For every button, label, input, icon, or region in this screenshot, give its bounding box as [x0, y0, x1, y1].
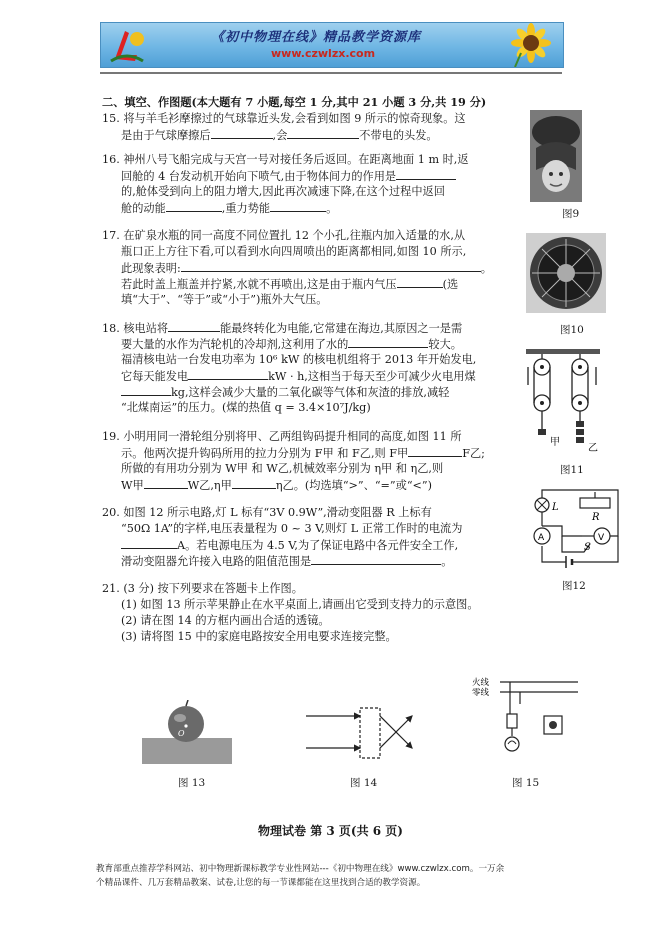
q21-line1: 21. (3 分) 按下列要求在答题卡上作图。 — [102, 582, 303, 595]
q19-line2: 示。他两次提升钩码所用的拉力分别为 F甲 和 F乙,则 F甲 F乙; — [121, 447, 485, 460]
figure-11-label-jia: 甲 — [550, 437, 560, 448]
q20-line3: A。若电源电压为 4.5 V,为了保证电路中各元件安全工作, — [121, 538, 458, 553]
q20-line1: 20. 如图 12 所示电路,灯 L 标有“3V 0.9W”,滑动变阻器 R 上标有 — [102, 506, 432, 519]
figure-12-ammeter: A — [538, 533, 545, 543]
figure-11-pulleys — [522, 345, 604, 457]
figure-13-caption: 图 13 — [178, 777, 206, 789]
q21-line4: (3) 请将图 15 中的家庭电路按安全用电要求连接完整。 — [121, 630, 397, 643]
header-rule — [100, 72, 562, 74]
figure-12-circuit — [522, 482, 630, 574]
header-banner — [100, 22, 564, 68]
q17-line4: 若此时盖上瓶盖并拧紧,水就不再喷出,这是由于瓶内气压 (选 — [121, 278, 459, 291]
figure-10-photo — [526, 233, 606, 313]
figure-15-label-neutral: 零线 — [472, 688, 490, 698]
figure-12-label-R: R — [592, 512, 600, 523]
figure-12-label-S: S — [584, 542, 591, 553]
q18-line2: 要大量的水作为汽轮机的冷却剂,这利用了水的 较大。 — [121, 338, 462, 351]
figure-13-label-O: O — [178, 729, 185, 738]
figure-12-caption: 图12 — [562, 580, 586, 592]
q18-line1: 18. 核电站将 能最终转化为电能,它常建在海边,其原因之一是需 — [102, 322, 463, 335]
banner-url[interactable]: www.czwlzx.com — [271, 47, 376, 60]
q18-line4: 它每天能发电 kW · h,这相当于每天至少可减少火电用煤 — [121, 370, 476, 383]
footer-line1: 教育部重点推荐学科网站、初中物理新课标教学专业性网站---《初中物理在线》www.czwlzx.com。一万余 — [96, 864, 505, 874]
figure-15-caption: 图 15 — [512, 777, 540, 789]
section-title: 二、填空、作图题(本大题有 7 小题,每空 1 分,其中 21 小题 3 分,共 19 分) — [102, 95, 487, 109]
q18-line6: “北煤南运”的压力。(煤的热值 q = 3.4×10⁷J/kg) — [121, 401, 371, 414]
q17-line2: 瓶口正上方往下看,可以看到水向四周喷出的距离都相同,如图 10 所示, — [121, 245, 467, 258]
site-logo-icon — [107, 25, 147, 65]
figure-9-caption: 图9 — [562, 208, 580, 220]
figure-14-caption: 图 14 — [350, 777, 378, 789]
footer-line2: 个精品课件、几万套精品教案、试卷,让您的每一节课都能在这里找到合适的教学资源。 — [96, 878, 426, 888]
figure-12-voltmeter: V — [598, 533, 605, 543]
figure-15-label-live: 火线 — [472, 678, 490, 688]
q20-line4: 滑动变阻器允许接入电路的阻值范围是 。 — [121, 555, 453, 568]
figure-11-label-yi: 乙 — [588, 443, 598, 454]
q17-line1: 17. 在矿泉水瓶的同一高度不同位置扎 12 个小孔,往瓶内加入适量的水,从 — [102, 229, 466, 242]
q17-line5: 填“大于”、“等于”或“小于”)瓶外大气压。 — [121, 293, 328, 306]
q19-line4: W甲 W乙,η甲 η乙。(均选填“>”、“=”或“<”) — [121, 479, 433, 492]
figure-15-household-circuit — [470, 674, 582, 768]
figure-10-caption: 图10 — [560, 324, 584, 336]
figure-9-photo — [530, 110, 582, 202]
q16-line4: 舱的动能 ,重力势能 。 — [121, 202, 338, 215]
q18-line3: 福清核电站一台发电功率为 10⁶ kW 的核电机组将于 2013 年开始发电, — [121, 353, 477, 366]
figure-11-caption: 图11 — [560, 464, 584, 476]
q16-line2: 回舱的 4 台发动机开始向下喷气,由于物体间力的作用是 — [121, 169, 456, 184]
q21-line2: (1) 如图 13 所示苹果静止在水平桌面上,请画出它受到支持力的示意图。 — [121, 598, 479, 611]
q17-line3: 此现象表明: 。 — [121, 262, 492, 275]
q16-line1: 16. 神州八号飞船完成与天宫一号对接任务后返回。在距离地面 1 m 时,返 — [102, 153, 469, 166]
q15-line2: 是由于气球摩擦后 ,会 不带电的头发。 — [121, 129, 438, 142]
q20-line2: “50Ω 1A”的字样,电压表量程为 0 ~ 3 V,则灯 L 正常工作时的电流为 — [121, 522, 463, 535]
figure-12-label-L: L — [552, 502, 559, 513]
banner-title: 《初中物理在线》精品教学资源库 — [211, 30, 422, 45]
figure-14-lens-box — [304, 704, 414, 762]
sunflower-icon — [501, 23, 559, 67]
q19-line3: 所做的有用功分别为 W甲 和 W乙,机械效率分别为 η甲 和 η乙,则 — [121, 462, 444, 475]
figure-13-apple — [140, 700, 234, 766]
page-number: 物理试卷 第 3 页(共 6 页) — [258, 824, 403, 838]
q15-line1: 15. 将与羊毛衫摩擦过的气球靠近头发,会看到如图 9 所示的惊奇现象。这 — [102, 112, 466, 125]
q16-line3: 的,舱体受到向上的阻力增大,因此再次减速下降,在这个过程中返回 — [121, 185, 445, 198]
q18-line5: kg,这样会减少大量的二氧化碳等气体和灰渣的排放,减轻 — [121, 385, 449, 400]
q19-line1: 19. 小明用同一滑轮组分别将甲、乙两组钩码提升相同的高度,如图 11 所 — [102, 430, 462, 443]
q21-line3: (2) 请在图 14 的方框内画出合适的透镜。 — [121, 614, 330, 627]
